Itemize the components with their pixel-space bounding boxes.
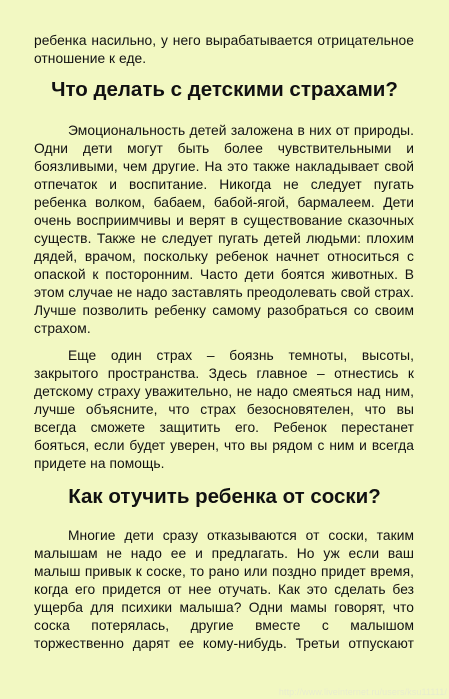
fears-p1-line-11: Лучше позволить ребенку самому разобраться со своим	[34, 303, 414, 318]
fears-p1-line-4: отпечаток и воспитание. Никогда не следует пугать	[34, 177, 414, 192]
fears-p1-line-7: существ. Также не следует пугать детей людьми: плохим	[34, 231, 414, 246]
pacifier-p1-line-5: ущерба для психики малыша? Одни мамы говорят, что	[34, 600, 414, 615]
fears-p1-line-1: Эмоциональность детей заложена в них от природы.	[68, 123, 414, 138]
fears-p2-line-6: бояться, если будет уверен, что вы рядом с ним и всегда	[34, 438, 414, 453]
fears-p1-line-10: этом случае не надо заставлять преодолевать свой страх.	[34, 285, 414, 300]
fears-p1-line-8: дядей, врачом, поскольку ребенок начнет относиться с	[34, 249, 414, 264]
section-title-pacifier: Как отучить ребенка от соски?	[68, 485, 381, 508]
fears-p2-line-7: придете на помощь.	[34, 456, 165, 471]
fears-p1-line-2: Одни дети могут быть более чувствительными и	[34, 141, 414, 156]
fears-p2-line-3: детскому страху уважительно, не надо смеяться над ним,	[34, 384, 414, 399]
intro-line-1: ребенка насильно, у него вырабатывается отрицательное	[34, 33, 414, 48]
fears-p2-line-2: закрытого пространства. Здесь главное – отнестись к	[34, 366, 414, 381]
pacifier-p1-line-2: малышам не надо ее и предлагать. Но уж если ваш	[34, 546, 414, 561]
fears-p1-line-6: очень восприимчивы и верят в существование сказочных	[34, 213, 414, 228]
pacifier-p1-line-6: соска потерялась, другие вместе с малышом	[34, 618, 414, 633]
section-title-fears: Что делать с детскими страхами?	[51, 78, 398, 101]
fears-p2-line-4: лучше объясните, что страх безосновятелен, что вы	[34, 402, 414, 417]
fears-p1-line-5: ребенка волком, бабаем, бабой-ягой, бармалеем. Дети	[34, 195, 414, 210]
fears-p1-line-12: страхом.	[34, 321, 91, 336]
pacifier-p1-line-1: Многие дети сразу отказываются от соски, таким	[68, 528, 414, 543]
fears-p2-line-5: всегда сможете защитить его. Ребенок перестанет	[34, 420, 414, 435]
fears-p1-line-3: боязливыми, чем другие. На это также накладывает свой	[34, 159, 414, 174]
pacifier-p1-line-3: малыш привык к соске, то рано или поздно придет время,	[34, 564, 414, 579]
fears-p2-line-1: Еще один страх – боязнь темноты, высоты,	[68, 348, 414, 363]
fears-p1-line-9: опаской к посторонним. Часто дети боятся животных. В	[34, 267, 414, 282]
pacifier-p1-line-4: когда его придется от нее отучать. Как это сделать без	[34, 582, 414, 597]
watermark-url: http://www.liveinternet.ru/users/ksu11111/	[278, 687, 447, 697]
intro-line-2: отношение к еде.	[34, 51, 147, 66]
pacifier-p1-line-7: торжественно дарят ее кому-нибудь. Третьи отпускают	[34, 636, 414, 651]
